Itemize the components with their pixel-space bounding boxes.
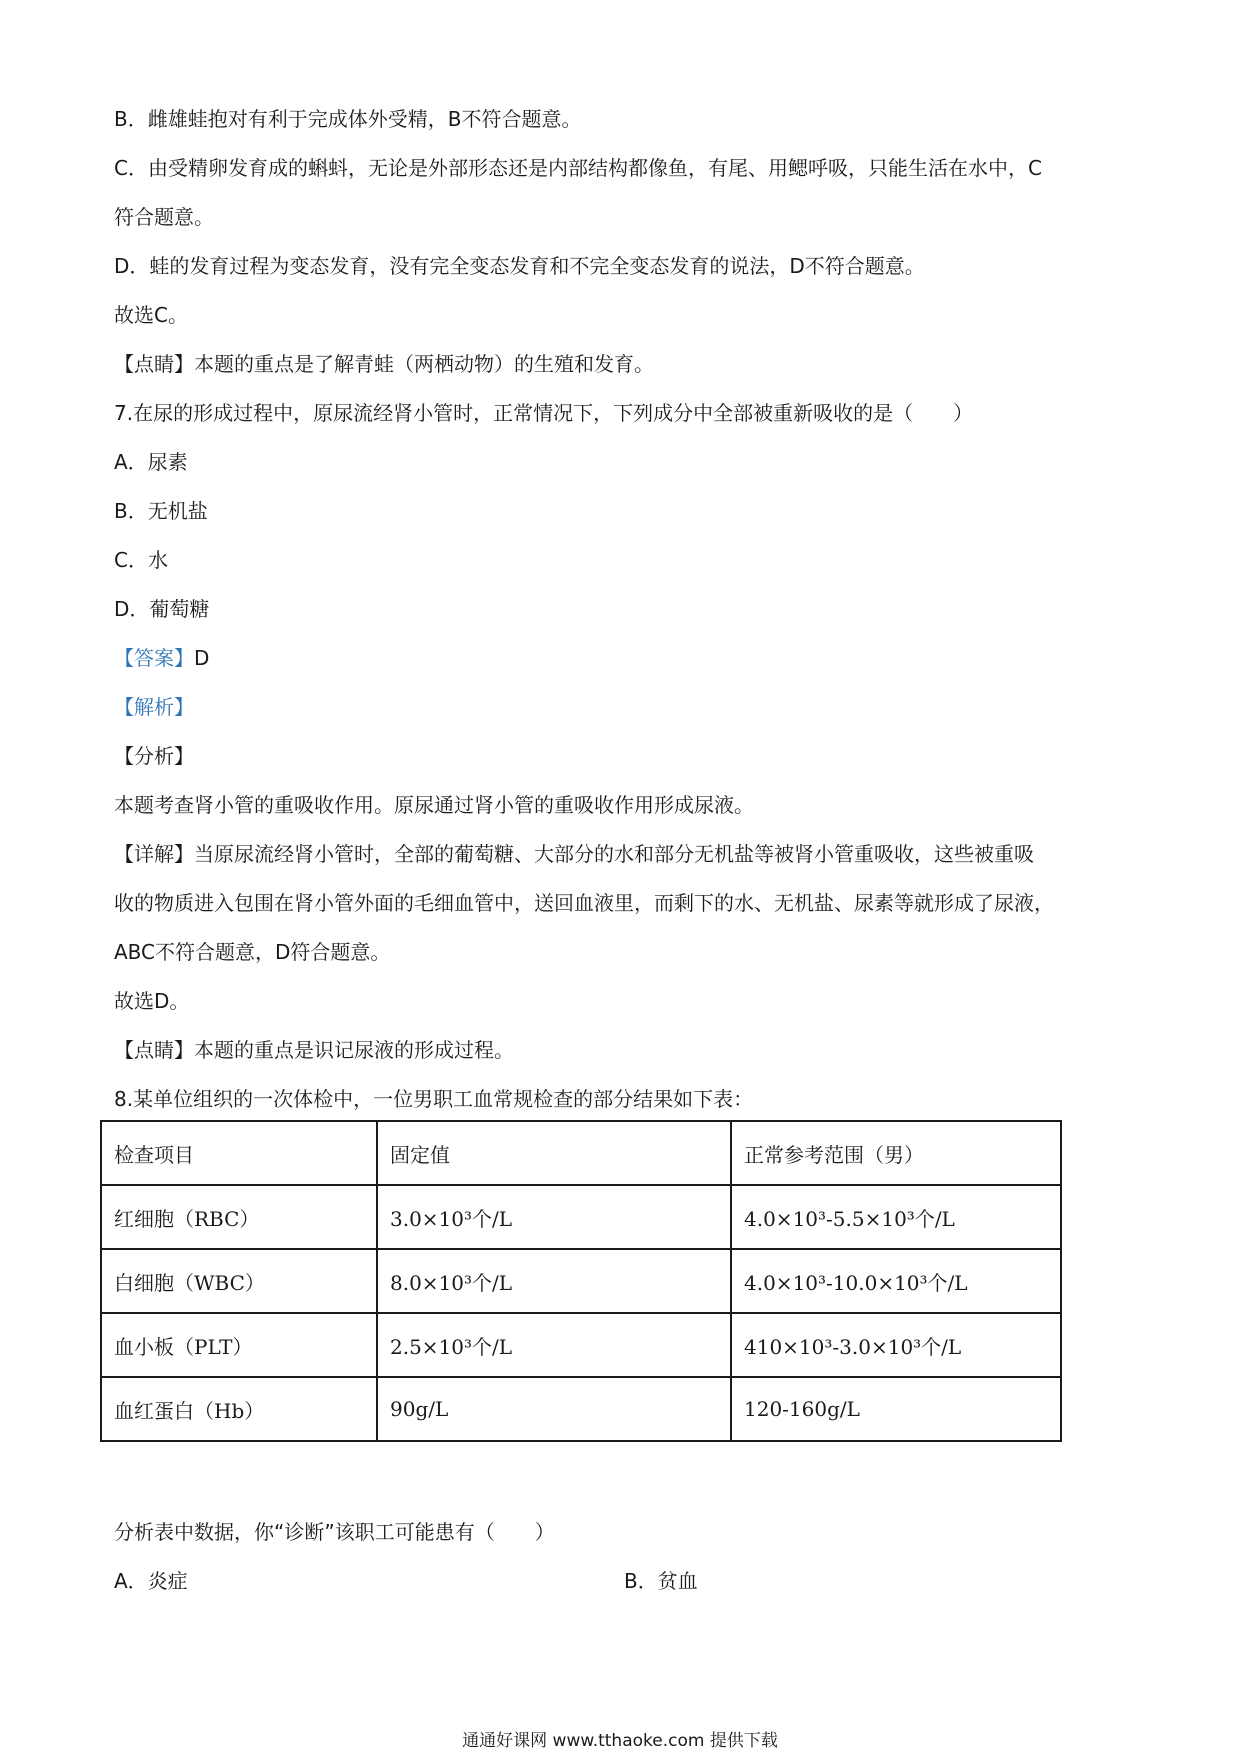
table-cell: 2.5×10³个/L <box>377 1313 731 1377</box>
conclusion-c: 故选C。 <box>114 303 188 327</box>
table-row <box>101 1249 1061 1313</box>
table-cell: 白细胞（WBC） <box>101 1249 377 1313</box>
table-cell: 4.0×10³-10.0×10³个/L <box>731 1249 1061 1313</box>
detail-text-1: 【详解】当原尿流经肾小管时，全部的葡萄糖、大部分的水和部分无机盐等被肾小管重吸收，这些被重吸 <box>114 842 1034 866</box>
table-cell: 血小板（PLT） <box>101 1313 377 1377</box>
analysis-text: 本题考查肾小管的重吸收作用。原尿通过肾小管的重吸收作用形成尿液。 <box>114 793 754 817</box>
option-c-explanation-cont: 符合题意。 <box>114 205 214 229</box>
table-cell: 血红蛋白（Hb） <box>101 1377 377 1441</box>
table-cell: 8.0×10³个/L <box>377 1249 731 1313</box>
table-cell: 90g/L <box>377 1377 731 1441</box>
answer-label: 【答案】 <box>114 646 194 670</box>
table-cell: 4.0×10³-5.5×10³个/L <box>731 1185 1061 1249</box>
table-row <box>101 1185 1061 1249</box>
blood-test-table <box>100 1120 1062 1442</box>
question-8: 8.某单位组织的一次体检中，一位男职工血常规检查的部分结果如下表： <box>114 1087 754 1111</box>
table-cell: 120-160g/L <box>731 1377 1061 1441</box>
answer-value: D <box>194 646 210 670</box>
detail-text-2: 收的物质进入包围在肾小管外面的毛细血管中，送回血液里，而剩下的水、无机盐、尿素等就形成了尿液， <box>114 891 1054 915</box>
table-row <box>101 1313 1061 1377</box>
analysis-heading: 【分析】 <box>114 744 194 768</box>
table-header-cell: 固定值 <box>377 1121 731 1185</box>
question-7: 7.在尿的形成过程中，原尿流经肾小管时，正常情况下，下列成分中全部被重新吸收的是（ ） <box>114 401 974 425</box>
key-point-q6: 【点睛】本题的重点是了解青蛙（两栖动物）的生殖和发育。 <box>114 352 654 376</box>
page-footer: 通通好课网 www.tthaoke.com 提供下载 <box>462 1731 778 1751</box>
table-cell: 3.0×10³个/L <box>377 1185 731 1249</box>
question-7-option-b: B．无机盐 <box>114 499 208 523</box>
table-cell: 红细胞（RBC） <box>101 1185 377 1249</box>
key-point-q7: 【点睛】本题的重点是识记尿液的形成过程。 <box>114 1038 514 1062</box>
table-row <box>101 1377 1061 1441</box>
question-8-option-a: A．炎症 <box>114 1569 188 1593</box>
detail-text-3: ABC不符合题意，D符合题意。 <box>114 940 391 964</box>
conclusion-d: 故选D。 <box>114 989 190 1013</box>
option-b-explanation: B．雌雄蛙抱对有利于完成体外受精，B不符合题意。 <box>114 107 582 131</box>
question-7-option-d: D．葡萄糖 <box>114 597 210 621</box>
table-cell: 410×10³-3.0×10³个/L <box>731 1313 1061 1377</box>
option-d-explanation: D．蛙的发育过程为变态发育，没有完全变态发育和不完全变态发育的说法，D不符合题意。 <box>114 254 925 278</box>
question-8-prompt: 分析表中数据，你“诊断”该职工可能患有（ ） <box>114 1520 555 1544</box>
option-c-explanation: C．由受精卵发育成的蝌蚪，无论是外部形态还是内部结构都像鱼，有尾、用鳃呼吸，只能生活在水中，C <box>114 156 1042 180</box>
question-7-option-c: C．水 <box>114 548 168 572</box>
table-header-cell: 正常参考范围（男） <box>731 1121 1061 1185</box>
table-header-row <box>101 1121 1061 1185</box>
question-7-option-a: A．尿素 <box>114 450 188 474</box>
answer-line <box>114 645 209 671</box>
table-header-cell: 检查项目 <box>101 1121 377 1185</box>
analysis-label: 【解析】 <box>114 695 194 719</box>
question-8-option-b: B．贫血 <box>624 1569 698 1593</box>
